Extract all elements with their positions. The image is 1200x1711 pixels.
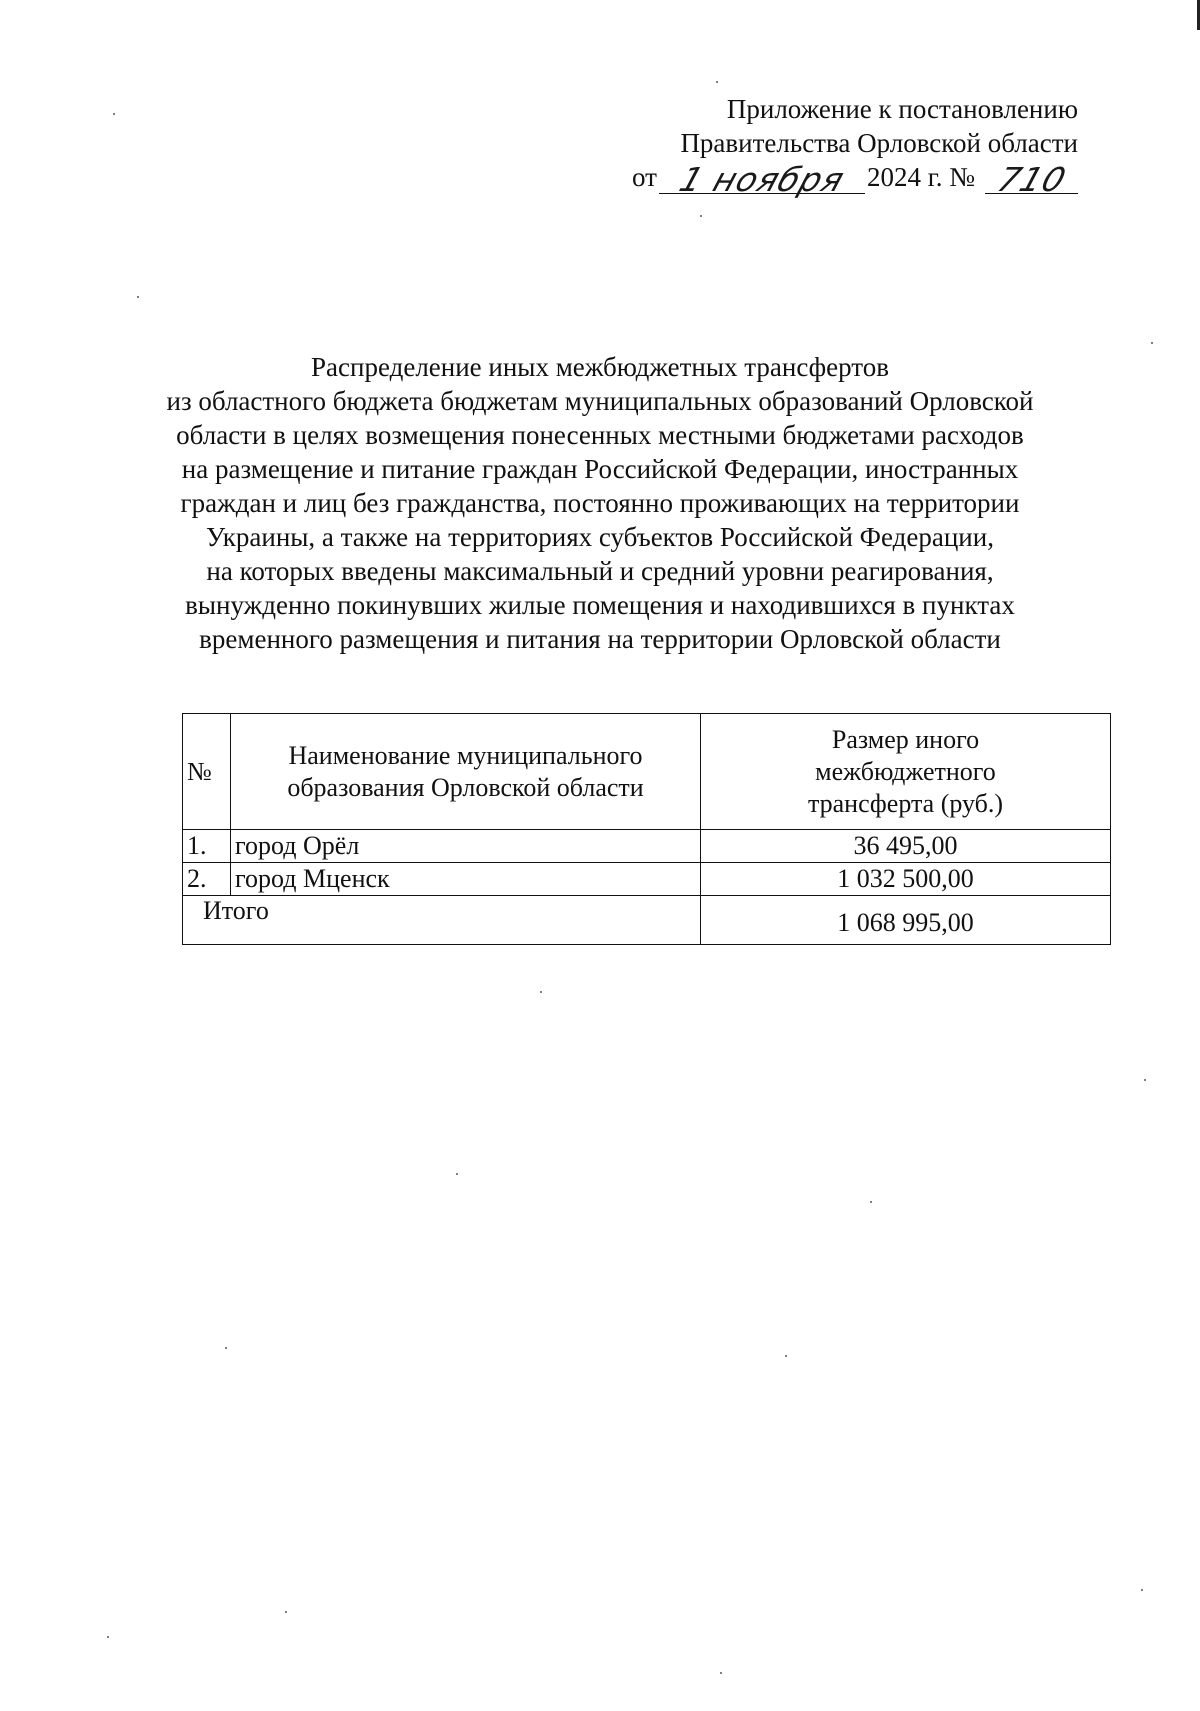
- header-amount-line: Размер иного: [831, 724, 980, 754]
- title-line: временного размещения и питания на территории Орловской области: [199, 624, 1001, 654]
- scan-speck: [716, 81, 718, 83]
- scan-speck: [113, 113, 115, 115]
- header-transfer-amount: [701, 714, 1111, 830]
- title-line: области в целях возмещения понесенных местными бюджетами расходов: [176, 420, 1024, 450]
- appendix-line-2: Правительства Орловской области: [680, 128, 1078, 158]
- row-number: 1.: [183, 830, 231, 863]
- document-title: [130, 350, 1070, 656]
- appendix-date-line: [578, 160, 1078, 199]
- total-label: Итого: [183, 896, 701, 945]
- scan-speck: [137, 296, 139, 298]
- title-line: граждан и лиц без гражданства, постоянно проживающих на территории: [180, 488, 1020, 518]
- title-line: из областного бюджета бюджетам муниципальных образований Орловской: [166, 386, 1034, 416]
- scan-speck: [720, 1672, 722, 1674]
- row-number: 2.: [183, 863, 231, 896]
- row-amount: 1 032 500,00: [701, 863, 1111, 896]
- scan-speck: [225, 1347, 227, 1349]
- handwritten-date: 1 ноября: [674, 160, 850, 199]
- scan-speck: [785, 1355, 787, 1357]
- header-number: №: [183, 714, 231, 830]
- row-amount: 36 495,00: [701, 830, 1111, 863]
- title-line: на которых введены максимальный и средний уровни реагирования,: [206, 556, 994, 586]
- header-amount-line: трансферта (руб.): [807, 788, 1004, 818]
- header-amount-line: межбюджетного: [815, 756, 996, 786]
- scan-speck: [456, 1173, 458, 1175]
- scan-speck: [285, 1611, 287, 1613]
- title-line: Украины, а также на территориях субъектов Российской Федерации,: [206, 522, 994, 552]
- appendix-header: [578, 92, 1078, 199]
- title-line: на размещение и питание граждан Российской Федерации, иностранных: [181, 454, 1019, 484]
- date-prefix: от: [632, 162, 657, 192]
- header-municipality-line: Наименование муниципального: [288, 740, 643, 770]
- row-municipality: город Мценск: [231, 863, 701, 896]
- number-fill-field: [985, 160, 1078, 199]
- table-row: [183, 863, 1111, 896]
- scan-speck: [1144, 1079, 1146, 1081]
- transfer-distribution-table: [182, 713, 1111, 945]
- scan-speck: [540, 991, 542, 993]
- scan-speck: [107, 1636, 109, 1638]
- header-municipality-line: образования Орловской области: [287, 772, 644, 802]
- header-municipality: [231, 714, 701, 830]
- total-amount: 1 068 995,00: [701, 896, 1111, 945]
- appendix-line-1: Приложение к постановлению: [726, 94, 1078, 124]
- table-row: [183, 830, 1111, 863]
- scan-speck: [870, 1201, 872, 1203]
- date-fill-field: [659, 160, 865, 199]
- table-total-row: [183, 896, 1111, 945]
- title-line: Распределение иных межбюджетных трансфертов: [311, 352, 889, 382]
- scan-speck: [700, 215, 702, 217]
- handwritten-number: 710: [992, 160, 1071, 199]
- scan-speck: [1141, 1589, 1143, 1591]
- scan-speck: [1151, 342, 1153, 344]
- year-number-label: 2024 г. №: [866, 162, 975, 192]
- row-municipality: город Орёл: [231, 830, 701, 863]
- title-line: вынужденно покинувших жилые помещения и находившихся в пунктах: [185, 590, 1015, 620]
- table-header-row: [183, 714, 1111, 830]
